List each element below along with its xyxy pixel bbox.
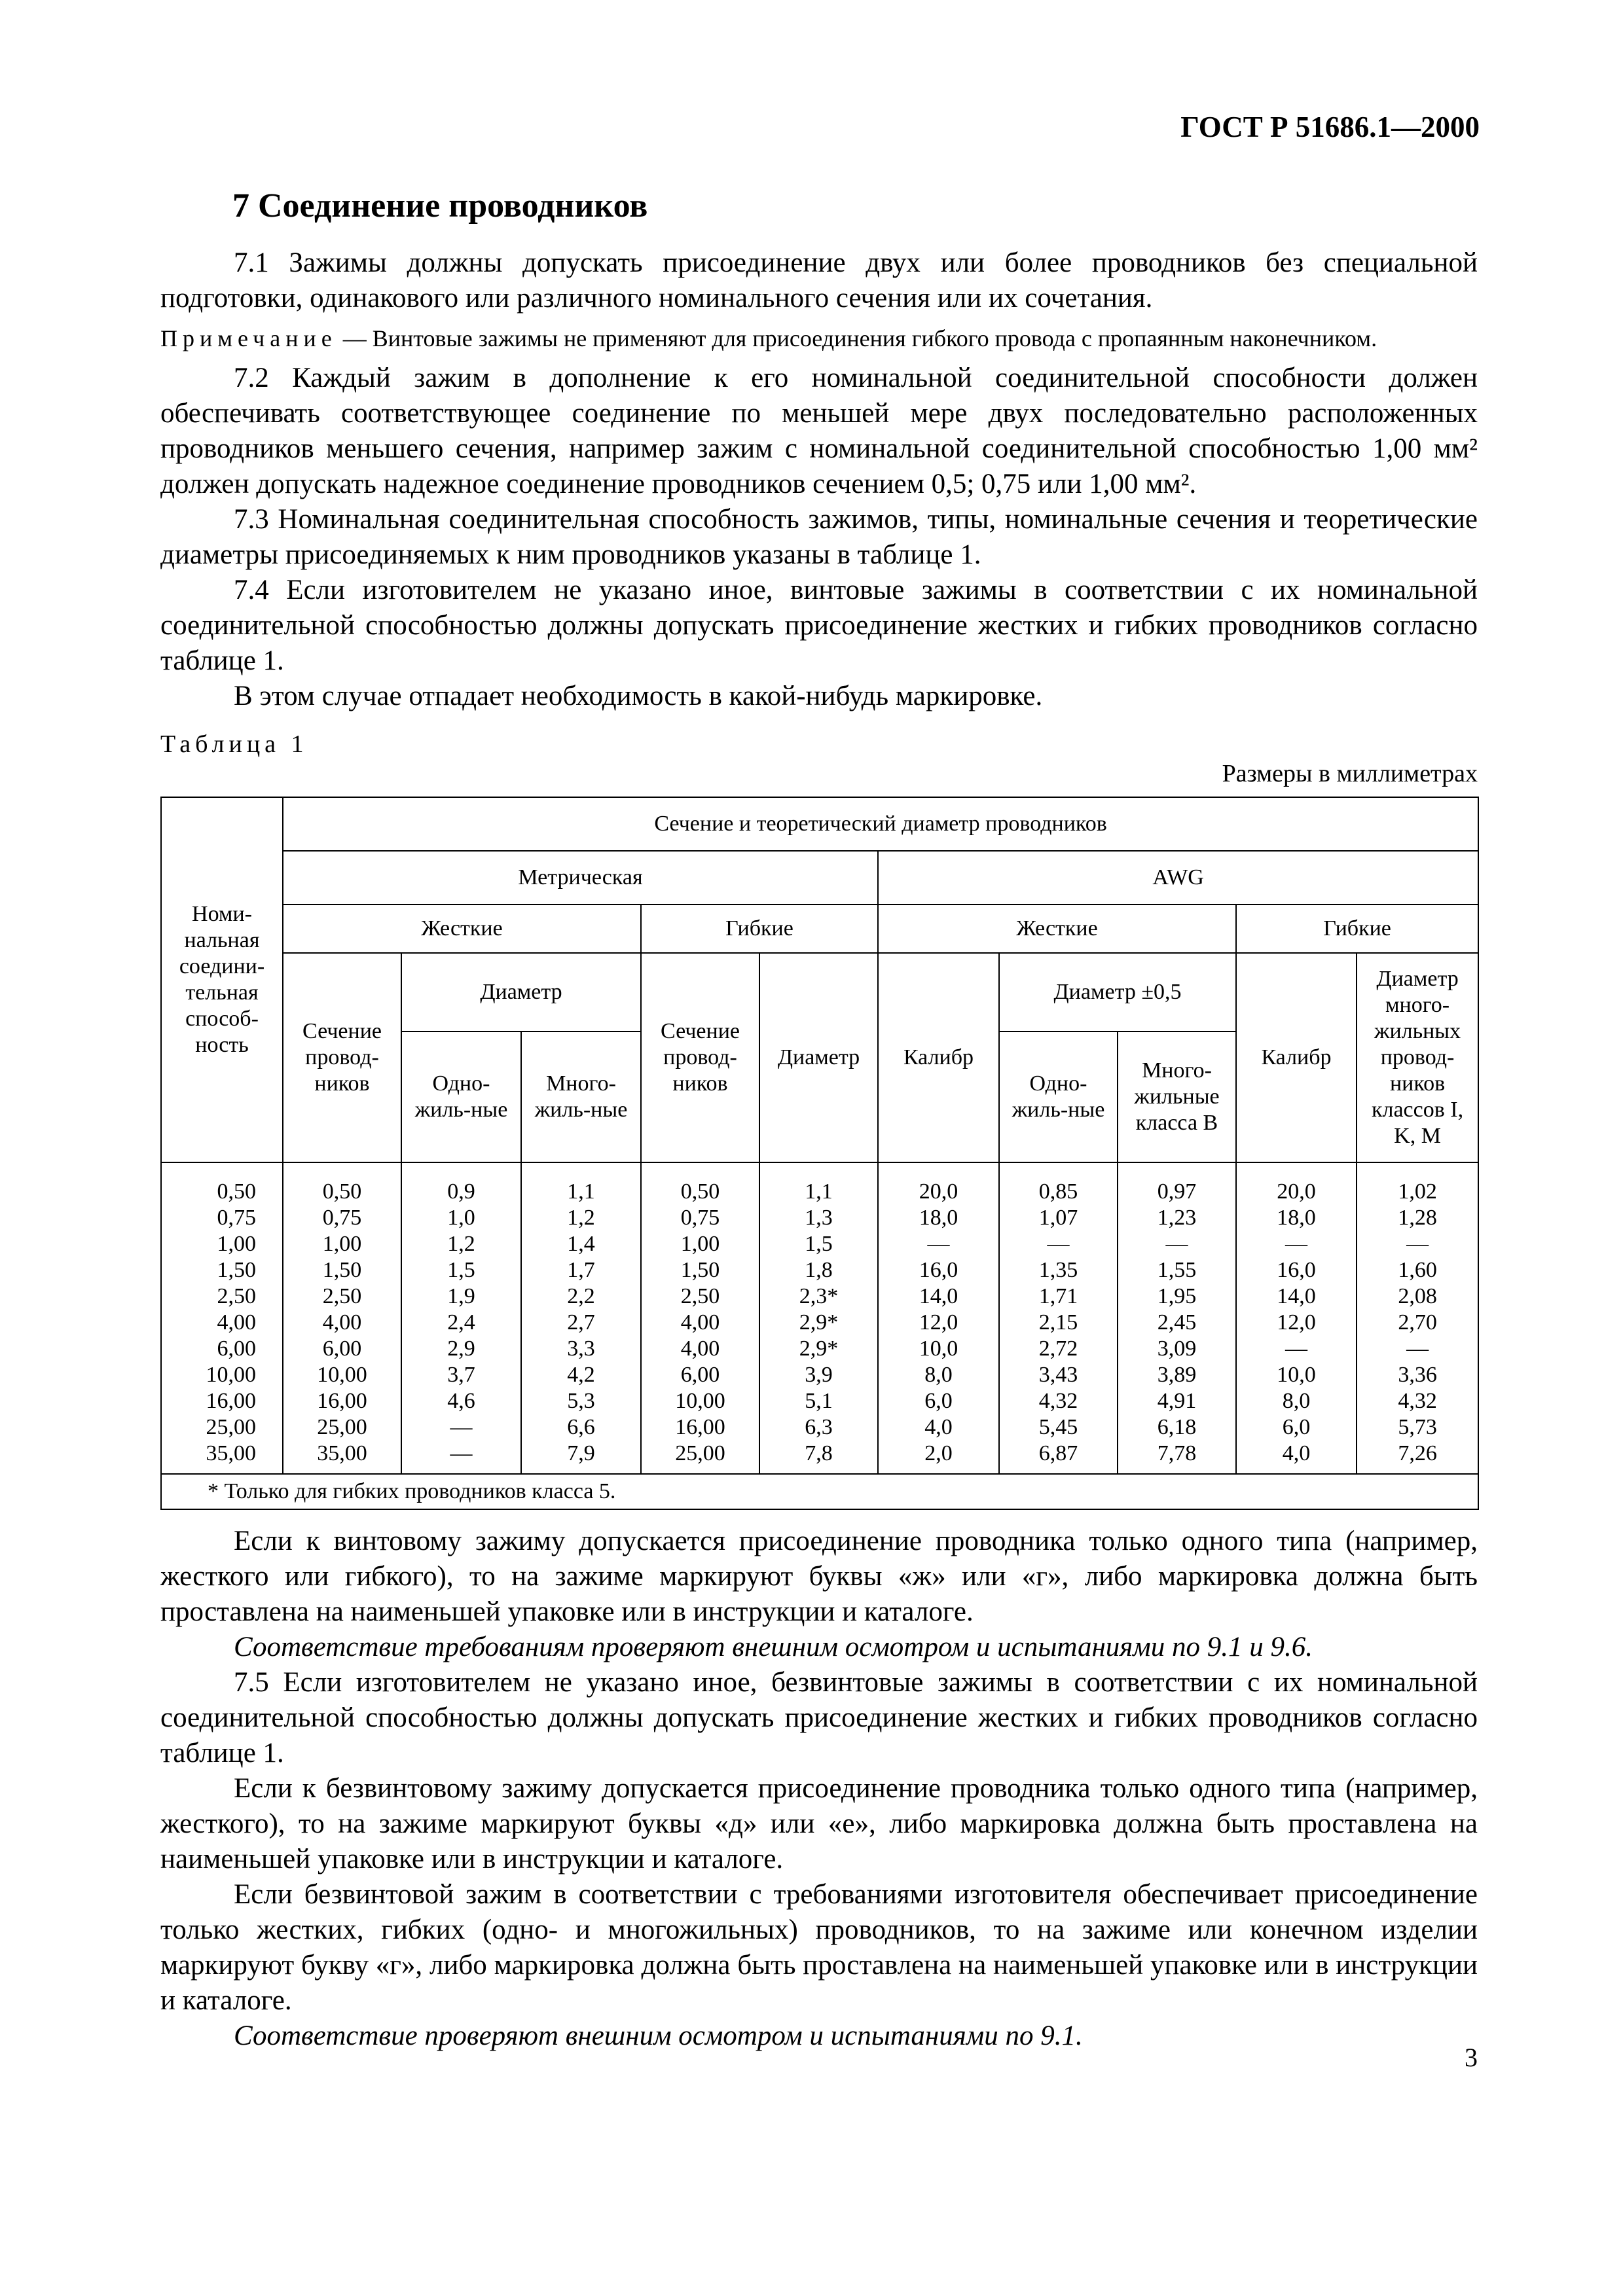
table-cell: 16,0	[1236, 1257, 1357, 1283]
paragraph-7-3: 7.3 Номинальная соединительная способность зажимов, типы, номинальные сечения и теоретические диаметры присоединяемых к ним проводников указаны в таблице 1.	[160, 504, 1478, 570]
table-cell: 16,0	[878, 1257, 999, 1283]
table-body	[161, 1162, 1478, 1474]
table-row	[161, 1336, 1478, 1362]
header-metric: Метрическая	[283, 851, 878, 905]
header-awg-multi-class-b: Много-жильные класса В	[1118, 1031, 1236, 1162]
table-row	[161, 1231, 1478, 1257]
table-cell: 1,95	[1118, 1283, 1236, 1310]
table-cell: 10,00	[641, 1388, 759, 1414]
table-cell: 3,7	[401, 1362, 521, 1388]
table-cell: 4,00	[641, 1310, 759, 1336]
top-text-block	[160, 245, 1478, 714]
header-metric-rigid-section: Сечение провод-ников	[283, 953, 401, 1162]
table-cell: 35,00	[161, 1441, 283, 1474]
header-metric-multi: Много-жиль-ные	[521, 1031, 641, 1162]
table-cell: 2,7	[521, 1310, 641, 1336]
table-cell: 10,00	[161, 1362, 283, 1388]
table-cell: 1,35	[999, 1257, 1118, 1283]
table-cell: 1,00	[161, 1231, 283, 1257]
table-cell: 1,3	[759, 1205, 878, 1231]
table-row	[161, 1310, 1478, 1336]
note-text: — Винтовые зажимы не применяют для присоединения гибкого провода с пропаянным наконечником.	[337, 325, 1377, 351]
table-cell: 3,9	[759, 1362, 878, 1388]
table-cell: —	[1236, 1231, 1357, 1257]
table-cell: 6,87	[999, 1441, 1118, 1474]
table-cell: 2,0	[878, 1441, 999, 1474]
header-awg-single: Одно-жиль-ные	[999, 1031, 1118, 1162]
table-cell: 5,3	[521, 1388, 641, 1414]
table-cell: 1,28	[1357, 1205, 1478, 1231]
table-row	[161, 1388, 1478, 1414]
table-cell: 4,6	[401, 1388, 521, 1414]
table-cell: 4,00	[161, 1310, 283, 1336]
table-cell: 1,1	[521, 1162, 641, 1205]
conductor-table	[160, 797, 1479, 1510]
table-cell: 2,70	[1357, 1310, 1478, 1336]
table-cell: 3,89	[1118, 1362, 1236, 1388]
note	[160, 324, 1478, 353]
table-cell: —	[401, 1414, 521, 1441]
table-cell: 4,0	[1236, 1441, 1357, 1474]
table-row	[161, 1441, 1478, 1474]
table-cell: 0,75	[161, 1205, 283, 1231]
table-cell: 2,4	[401, 1310, 521, 1336]
paragraph-check-2: Соответствие проверяют внешним осмотром и испытаниями по 9.1.	[234, 2020, 1083, 2051]
table-cell: 16,00	[161, 1388, 283, 1414]
table-caption: Таблица 1	[160, 730, 308, 758]
table-cell: 2,08	[1357, 1283, 1478, 1310]
table-cell: 25,00	[641, 1441, 759, 1474]
table-cell: 1,50	[161, 1257, 283, 1283]
bottom-text-block	[160, 1524, 1478, 2054]
table-cell: 0,85	[999, 1162, 1118, 1205]
table-cell: 14,0	[1236, 1283, 1357, 1310]
table-cell: 1,50	[641, 1257, 759, 1283]
table-cell: 6,0	[1236, 1414, 1357, 1441]
table-cell: 5,45	[999, 1414, 1118, 1441]
table-cell: 5,73	[1357, 1414, 1478, 1441]
table-cell: 20,0	[878, 1162, 999, 1205]
table-cell: 8,0	[878, 1362, 999, 1388]
table-cell: —	[1236, 1336, 1357, 1362]
table-cell: —	[1357, 1336, 1478, 1362]
header-metric-rigid: Жесткие	[283, 905, 641, 953]
table-cell: 35,00	[283, 1441, 401, 1474]
table-cell: 2,72	[999, 1336, 1118, 1362]
table-cell: 1,00	[283, 1231, 401, 1257]
table-cell: 4,2	[521, 1362, 641, 1388]
paragraph-check-1: Соответствие требованиям проверяют внешним осмотром и испытаниями по 9.1 и 9.6.	[234, 1632, 1313, 1662]
header-awg: AWG	[878, 851, 1478, 905]
table-cell: 4,32	[999, 1388, 1118, 1414]
table-cell: 1,0	[401, 1205, 521, 1231]
table-cell: 10,0	[1236, 1362, 1357, 1388]
table-cell: 18,0	[1236, 1205, 1357, 1231]
table-row	[161, 1257, 1478, 1283]
table-row	[161, 1414, 1478, 1441]
table-cell: —	[1118, 1231, 1236, 1257]
page-number: 3	[1465, 2043, 1478, 2072]
header-metric-single: Одно-жиль-ные	[401, 1031, 521, 1162]
table-cell: 1,71	[999, 1283, 1118, 1310]
table-cell: 3,36	[1357, 1362, 1478, 1388]
paragraph-screw-marking: Если к винтовому зажиму допускается присоединение проводника только одного типа (например, жесткого или гибкого), то на зажиме маркируют буквы «ж» или «г», либо маркировка должна быть проставлена на наименьшей упаковке или в инструкции и каталоге.	[160, 1526, 1478, 1627]
header-nominal: Номи-нальная соедини-тельная способ-ность	[161, 797, 283, 1162]
table-cell: 4,00	[283, 1310, 401, 1336]
table-cell: 1,50	[283, 1257, 401, 1283]
table-row	[161, 1205, 1478, 1231]
table-cell: 3,43	[999, 1362, 1118, 1388]
table-cell: 7,8	[759, 1441, 878, 1474]
header-metric-flexible-diameter: Диаметр	[759, 953, 878, 1162]
header-metric-flexible: Гибкие	[641, 905, 878, 953]
table-cell: 4,00	[641, 1336, 759, 1362]
header-awg-diameter-tolerance: Диаметр ±0,5	[999, 953, 1236, 1031]
table-cell: 3,09	[1118, 1336, 1236, 1362]
paragraph-7-5: 7.5 Если изготовителем не указано иное, безвинтовые зажимы в соответствии с их номинальной соединительной способностью должны допускать присоединение жестких и гибких проводников согласно таблице 1.	[160, 1667, 1478, 1768]
section-title: 7 Соединение проводников	[232, 187, 648, 224]
table-cell: 6,0	[878, 1388, 999, 1414]
table-cell: —	[1357, 1231, 1478, 1257]
table-cell: 0,75	[283, 1205, 401, 1231]
table-cell: —	[878, 1231, 999, 1257]
table-cell: 1,1	[759, 1162, 878, 1205]
table-cell: 3,3	[521, 1336, 641, 1362]
table-cell: 8,0	[1236, 1388, 1357, 1414]
table-cell: 1,23	[1118, 1205, 1236, 1231]
table-cell: 12,0	[878, 1310, 999, 1336]
paragraph-7-4: 7.4 Если изготовителем не указано иное, винтовые зажимы в соответствии с их номинальной соединительной способностью должны допускать присоединение жестких и гибких проводников согласно таблице 1.	[160, 575, 1478, 676]
table-cell: 1,4	[521, 1231, 641, 1257]
table-row	[161, 1283, 1478, 1310]
table-cell: 2,50	[641, 1283, 759, 1310]
table-units: Размеры в миллиметрах	[1222, 760, 1478, 787]
table-cell: 4,91	[1118, 1388, 1236, 1414]
table-cell: 0,97	[1118, 1162, 1236, 1205]
table-cell: 10,0	[878, 1336, 999, 1362]
table-cell: 1,8	[759, 1257, 878, 1283]
table-cell: 1,9	[401, 1283, 521, 1310]
table-cell: 18,0	[878, 1205, 999, 1231]
table-cell: 2,9*	[759, 1310, 878, 1336]
table-cell: 25,00	[161, 1414, 283, 1441]
table-cell: 1,07	[999, 1205, 1118, 1231]
table-cell: 16,00	[641, 1414, 759, 1441]
table-cell: 14,0	[878, 1283, 999, 1310]
table-row	[161, 1362, 1478, 1388]
table-cell: 0,50	[641, 1162, 759, 1205]
table-cell: 4,0	[878, 1414, 999, 1441]
header-awg-flexible: Гибкие	[1236, 905, 1478, 953]
table-cell: 25,00	[283, 1414, 401, 1441]
table-cell: 6,00	[641, 1362, 759, 1388]
table-cell: 1,7	[521, 1257, 641, 1283]
table-cell: 7,9	[521, 1441, 641, 1474]
table-cell: 1,55	[1118, 1257, 1236, 1283]
table-cell: 7,26	[1357, 1441, 1478, 1474]
table-cell: 2,9	[401, 1336, 521, 1362]
table-footnote: * Только для гибких проводников класса 5.	[161, 1474, 1478, 1509]
header-awg-rigid: Жесткие	[878, 905, 1236, 953]
table-cell: 4,32	[1357, 1388, 1478, 1414]
header-awg-rigid-gauge: Калибр	[878, 953, 999, 1162]
standard-code: ГОСТ Р 51686.1—2000	[1180, 111, 1480, 143]
table-cell: 20,0	[1236, 1162, 1357, 1205]
table-cell: 6,18	[1118, 1414, 1236, 1441]
paragraph-7-1: 7.1 Зажимы должны допускать присоединение двух или более проводников без специальной подготовки, одинакового или различного номинального сечения или их сочетания.	[160, 247, 1478, 314]
paragraph-7-4-marking: В этом случае отпадает необходимость в какой-нибудь маркировке.	[234, 681, 1043, 711]
table-cell: 0,50	[283, 1162, 401, 1205]
table-cell: 0,75	[641, 1205, 759, 1231]
table-cell: 6,3	[759, 1414, 878, 1441]
table-cell: 2,15	[999, 1310, 1118, 1336]
header-group: Сечение и теоретический диаметр проводников	[283, 797, 1478, 851]
table-cell: 1,2	[401, 1231, 521, 1257]
table-cell: 0,50	[161, 1162, 283, 1205]
table-cell: 1,60	[1357, 1257, 1478, 1283]
table-cell: 5,1	[759, 1388, 878, 1414]
note-label: Примечание	[160, 325, 337, 351]
header-awg-flexible-diameter: Диаметр много-жильных провод-ников классов I, K, M	[1357, 953, 1478, 1162]
table-cell: 16,00	[283, 1388, 401, 1414]
paragraph-screwless-single-type: Если к безвинтовому зажиму допускается присоединение проводника только одного типа (например, жесткого), то на зажиме маркируют буквы «д» или «е», либо маркировка должна быть проставлена на наименьшей упаковке или в инструкции и каталоге.	[160, 1773, 1478, 1874]
table-cell: 2,50	[283, 1283, 401, 1310]
table-cell: 6,00	[161, 1336, 283, 1362]
paragraph-7-2: 7.2 Каждый зажим в дополнение к его номинальной соединительной способности должен обеспечивать соответствующее соединение по меньшей мере двух последовательно расположенных проводников меньшего сечения, например зажим с номинальной соединительной способностью 1,00 мм² должен допускать надежное соединение проводников сечением 0,5; 0,75 или 1,00 мм².	[160, 363, 1478, 499]
table-row	[161, 1162, 1478, 1205]
table-cell: 2,2	[521, 1283, 641, 1310]
header-metric-flexible-section: Сечение провод-ников	[641, 953, 759, 1162]
table-cell: 7,78	[1118, 1441, 1236, 1474]
table-cell: 2,9*	[759, 1336, 878, 1362]
table-cell: 1,00	[641, 1231, 759, 1257]
table-cell: 1,5	[401, 1257, 521, 1283]
table-cell: —	[999, 1231, 1118, 1257]
header-awg-flexible-gauge: Калибр	[1236, 953, 1357, 1162]
header-metric-rigid-diameter: Диаметр	[401, 953, 641, 1031]
table-cell: 10,00	[283, 1362, 401, 1388]
table-cell: 12,0	[1236, 1310, 1357, 1336]
table-cell: 2,3*	[759, 1283, 878, 1310]
table-cell: 2,45	[1118, 1310, 1236, 1336]
table-cell: 1,2	[521, 1205, 641, 1231]
table-cell: 6,00	[283, 1336, 401, 1362]
table-cell: 6,6	[521, 1414, 641, 1441]
table-cell: 2,50	[161, 1283, 283, 1310]
table-cell: 0,9	[401, 1162, 521, 1205]
table-cell: —	[401, 1441, 521, 1474]
table-cell: 1,5	[759, 1231, 878, 1257]
table-cell: 1,02	[1357, 1162, 1478, 1205]
paragraph-screwless-manufacturer: Если безвинтовой зажим в соответствии с требованиями изготовителя обеспечивает присоединение только жестких, гибких (одно- и многожильных) проводников, то на зажиме или конечном изделии маркируют букву «г», либо маркировка должна быть проставлена на наименьшей упаковке или в инструкции и каталоге.	[160, 1879, 1478, 2016]
